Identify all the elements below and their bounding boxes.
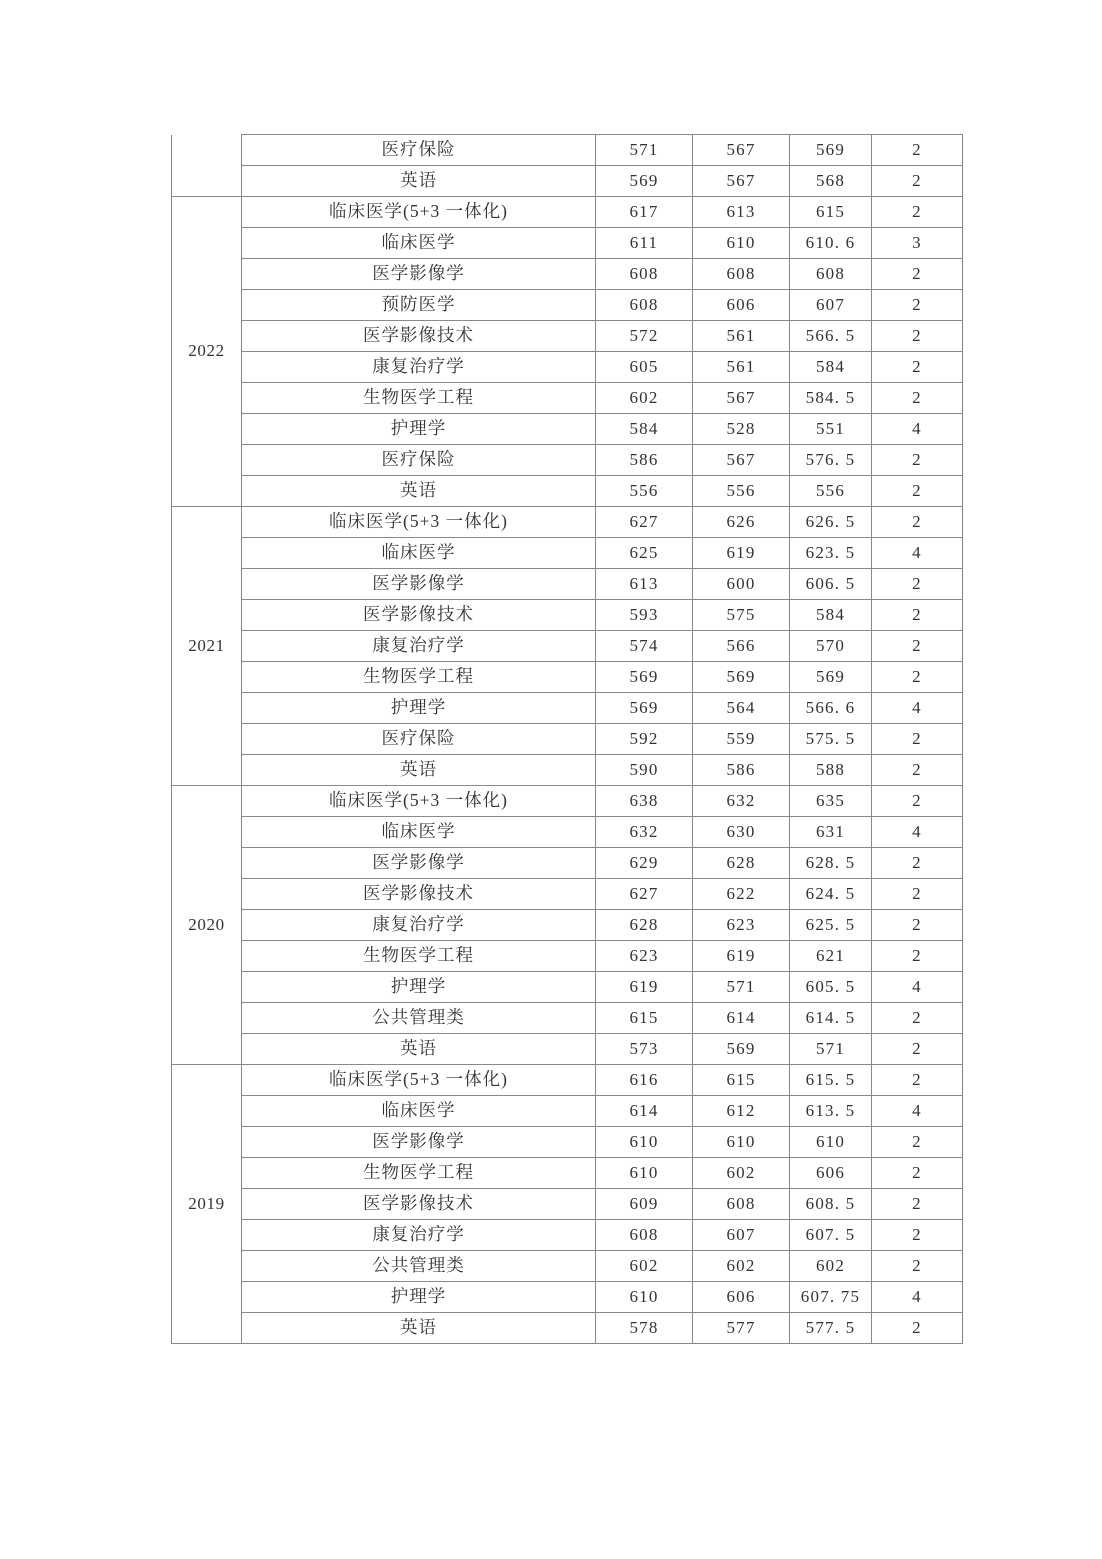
admitted-count-cell: 2 [872,1313,963,1344]
major-cell: 临床医学(5+3 一体化) [242,507,596,538]
major-cell: 医学影像学 [242,259,596,290]
major-cell: 护理学 [242,972,596,1003]
highest-score-cell: 638 [596,786,693,817]
admitted-count-cell: 2 [872,383,963,414]
average-score-cell: 613. 5 [790,1096,872,1127]
table-row [172,445,963,476]
major-cell: 医学影像学 [242,1127,596,1158]
admitted-count-cell: 3 [872,228,963,259]
highest-score-cell: 608 [596,290,693,321]
highest-score-cell: 627 [596,879,693,910]
average-score-cell: 571 [790,1034,872,1065]
major-cell: 公共管理类 [242,1251,596,1282]
average-score-cell: 624. 5 [790,879,872,910]
highest-score-cell: 602 [596,383,693,414]
average-score-cell: 623. 5 [790,538,872,569]
admitted-count-cell: 2 [872,755,963,786]
highest-score-cell: 617 [596,197,693,228]
highest-score-cell: 556 [596,476,693,507]
average-score-cell: 607. 75 [790,1282,872,1313]
table-row [172,941,963,972]
admitted-count-cell: 2 [872,476,963,507]
major-cell: 医学影像技术 [242,321,596,352]
major-cell: 医学影像学 [242,569,596,600]
table-row [172,507,963,538]
table-row [172,786,963,817]
table-body [172,135,963,1344]
lowest-score-cell: 612 [693,1096,790,1127]
table-row [172,1158,963,1189]
major-cell: 临床医学(5+3 一体化) [242,1065,596,1096]
admitted-count-cell: 2 [872,290,963,321]
major-cell: 医学影像学 [242,848,596,879]
average-score-cell: 575. 5 [790,724,872,755]
lowest-score-cell: 528 [693,414,790,445]
admitted-count-cell: 2 [872,1220,963,1251]
lowest-score-cell: 577 [693,1313,790,1344]
highest-score-cell: 610 [596,1127,693,1158]
major-cell: 生物医学工程 [242,383,596,414]
major-cell: 护理学 [242,414,596,445]
admitted-count-cell: 2 [872,662,963,693]
average-score-cell: 621 [790,941,872,972]
highest-score-cell: 571 [596,135,693,166]
lowest-score-cell: 602 [693,1158,790,1189]
table-row [172,135,963,166]
lowest-score-cell: 607 [693,1220,790,1251]
highest-score-cell: 602 [596,1251,693,1282]
admitted-count-cell: 2 [872,848,963,879]
major-cell: 英语 [242,1313,596,1344]
lowest-score-cell: 622 [693,879,790,910]
year-cell: 2019 [172,1065,242,1344]
table-row [172,1189,963,1220]
table-row [172,538,963,569]
average-score-cell: 602 [790,1251,872,1282]
highest-score-cell: 569 [596,693,693,724]
table-row [172,1127,963,1158]
highest-score-cell: 610 [596,1282,693,1313]
highest-score-cell: 623 [596,941,693,972]
admitted-count-cell: 4 [872,1282,963,1313]
admitted-count-cell: 4 [872,693,963,724]
highest-score-cell: 609 [596,1189,693,1220]
highest-score-cell: 615 [596,1003,693,1034]
table-row [172,1220,963,1251]
average-score-cell: 615 [790,197,872,228]
major-cell: 英语 [242,166,596,197]
highest-score-cell: 608 [596,259,693,290]
major-cell: 临床医学 [242,817,596,848]
major-cell: 医疗保险 [242,135,596,166]
lowest-score-cell: 561 [693,352,790,383]
table-row [172,259,963,290]
highest-score-cell: 578 [596,1313,693,1344]
average-score-cell: 615. 5 [790,1065,872,1096]
lowest-score-cell: 561 [693,321,790,352]
lowest-score-cell: 623 [693,910,790,941]
table-row [172,755,963,786]
lowest-score-cell: 586 [693,755,790,786]
lowest-score-cell: 567 [693,383,790,414]
major-cell: 护理学 [242,693,596,724]
average-score-cell: 614. 5 [790,1003,872,1034]
highest-score-cell: 569 [596,662,693,693]
admission-score-table [171,134,963,1344]
major-cell: 医学影像技术 [242,1189,596,1220]
admitted-count-cell: 4 [872,817,963,848]
average-score-cell: 635 [790,786,872,817]
admitted-count-cell: 2 [872,321,963,352]
lowest-score-cell: 610 [693,228,790,259]
table-row [172,724,963,755]
admitted-count-cell: 2 [872,1127,963,1158]
major-cell: 生物医学工程 [242,941,596,972]
admitted-count-cell: 2 [872,135,963,166]
admitted-count-cell: 2 [872,1251,963,1282]
lowest-score-cell: 619 [693,538,790,569]
year-cell: 2022 [172,197,242,507]
highest-score-cell: 574 [596,631,693,662]
lowest-score-cell: 567 [693,445,790,476]
average-score-cell: 588 [790,755,872,786]
table-row [172,290,963,321]
table-row [172,321,963,352]
major-cell: 康复治疗学 [242,352,596,383]
admitted-count-cell: 2 [872,600,963,631]
lowest-score-cell: 569 [693,1034,790,1065]
table-row [172,166,963,197]
table-row [172,1096,963,1127]
highest-score-cell: 611 [596,228,693,259]
lowest-score-cell: 615 [693,1065,790,1096]
average-score-cell: 570 [790,631,872,662]
table-row [172,476,963,507]
highest-score-cell: 586 [596,445,693,476]
lowest-score-cell: 628 [693,848,790,879]
average-score-cell: 577. 5 [790,1313,872,1344]
average-score-cell: 568 [790,166,872,197]
average-score-cell: 551 [790,414,872,445]
major-cell: 英语 [242,476,596,507]
highest-score-cell: 627 [596,507,693,538]
major-cell: 预防医学 [242,290,596,321]
lowest-score-cell: 600 [693,569,790,600]
average-score-cell: 610 [790,1127,872,1158]
table-row [172,352,963,383]
admitted-count-cell: 2 [872,724,963,755]
table-row [172,1282,963,1313]
average-score-cell: 607 [790,290,872,321]
admitted-count-cell: 4 [872,414,963,445]
average-score-cell: 566. 6 [790,693,872,724]
highest-score-cell: 610 [596,1158,693,1189]
admitted-count-cell: 2 [872,1189,963,1220]
major-cell: 英语 [242,1034,596,1065]
table-row [172,631,963,662]
average-score-cell: 610. 6 [790,228,872,259]
major-cell: 临床医学 [242,228,596,259]
major-cell: 康复治疗学 [242,910,596,941]
average-score-cell: 584 [790,352,872,383]
highest-score-cell: 572 [596,321,693,352]
table-row [172,569,963,600]
major-cell: 公共管理类 [242,1003,596,1034]
major-cell: 医疗保险 [242,445,596,476]
admitted-count-cell: 2 [872,1034,963,1065]
admitted-count-cell: 2 [872,569,963,600]
average-score-cell: 608. 5 [790,1189,872,1220]
lowest-score-cell: 610 [693,1127,790,1158]
average-score-cell: 606. 5 [790,569,872,600]
lowest-score-cell: 619 [693,941,790,972]
highest-score-cell: 619 [596,972,693,1003]
average-score-cell: 608 [790,259,872,290]
year-cell: 2021 [172,507,242,786]
major-cell: 医学影像技术 [242,600,596,631]
lowest-score-cell: 626 [693,507,790,538]
average-score-cell: 576. 5 [790,445,872,476]
admitted-count-cell: 2 [872,352,963,383]
major-cell: 临床医学 [242,538,596,569]
lowest-score-cell: 569 [693,662,790,693]
lowest-score-cell: 575 [693,600,790,631]
table-row [172,693,963,724]
table-row [172,1251,963,1282]
lowest-score-cell: 602 [693,1251,790,1282]
table-row [172,383,963,414]
lowest-score-cell: 606 [693,290,790,321]
highest-score-cell: 613 [596,569,693,600]
highest-score-cell: 629 [596,848,693,879]
table-row [172,910,963,941]
lowest-score-cell: 567 [693,135,790,166]
highest-score-cell: 628 [596,910,693,941]
admitted-count-cell: 4 [872,538,963,569]
major-cell: 康复治疗学 [242,1220,596,1251]
table-row [172,1034,963,1065]
table-row [172,1003,963,1034]
lowest-score-cell: 613 [693,197,790,228]
admitted-count-cell: 2 [872,879,963,910]
lowest-score-cell: 630 [693,817,790,848]
admitted-count-cell: 2 [872,1003,963,1034]
average-score-cell: 556 [790,476,872,507]
highest-score-cell: 573 [596,1034,693,1065]
highest-score-cell: 608 [596,1220,693,1251]
year-cell: 2020 [172,786,242,1065]
major-cell: 护理学 [242,1282,596,1313]
table-row [172,662,963,693]
lowest-score-cell: 566 [693,631,790,662]
lowest-score-cell: 606 [693,1282,790,1313]
average-score-cell: 628. 5 [790,848,872,879]
admitted-count-cell: 2 [872,445,963,476]
major-cell: 生物医学工程 [242,662,596,693]
average-score-cell: 625. 5 [790,910,872,941]
major-cell: 临床医学(5+3 一体化) [242,786,596,817]
major-cell: 生物医学工程 [242,1158,596,1189]
lowest-score-cell: 608 [693,1189,790,1220]
major-cell: 临床医学(5+3 一体化) [242,197,596,228]
average-score-cell: 569 [790,135,872,166]
average-score-cell: 569 [790,662,872,693]
table-row [172,1065,963,1096]
average-score-cell: 584. 5 [790,383,872,414]
highest-score-cell: 605 [596,352,693,383]
lowest-score-cell: 559 [693,724,790,755]
highest-score-cell: 616 [596,1065,693,1096]
highest-score-cell: 632 [596,817,693,848]
average-score-cell: 631 [790,817,872,848]
major-cell: 医疗保险 [242,724,596,755]
major-cell: 医学影像技术 [242,879,596,910]
table-row [172,600,963,631]
lowest-score-cell: 608 [693,259,790,290]
highest-score-cell: 592 [596,724,693,755]
highest-score-cell: 593 [596,600,693,631]
table-row [172,817,963,848]
admitted-count-cell: 2 [872,197,963,228]
admitted-count-cell: 2 [872,507,963,538]
admitted-count-cell: 4 [872,1096,963,1127]
admitted-count-cell: 2 [872,1158,963,1189]
table-row [172,1313,963,1344]
average-score-cell: 606 [790,1158,872,1189]
average-score-cell: 566. 5 [790,321,872,352]
lowest-score-cell: 564 [693,693,790,724]
admitted-count-cell: 2 [872,259,963,290]
table-row [172,228,963,259]
admitted-count-cell: 2 [872,631,963,662]
major-cell: 康复治疗学 [242,631,596,662]
admitted-count-cell: 2 [872,941,963,972]
major-cell: 英语 [242,755,596,786]
highest-score-cell: 625 [596,538,693,569]
table-row [172,414,963,445]
lowest-score-cell: 556 [693,476,790,507]
highest-score-cell: 569 [596,166,693,197]
highest-score-cell: 614 [596,1096,693,1127]
major-cell: 临床医学 [242,1096,596,1127]
average-score-cell: 584 [790,600,872,631]
year-cell [172,135,242,197]
lowest-score-cell: 632 [693,786,790,817]
admitted-count-cell: 2 [872,1065,963,1096]
table-row [172,972,963,1003]
table-row [172,197,963,228]
admitted-count-cell: 2 [872,166,963,197]
average-score-cell: 607. 5 [790,1220,872,1251]
lowest-score-cell: 614 [693,1003,790,1034]
admitted-count-cell: 4 [872,972,963,1003]
admitted-count-cell: 2 [872,910,963,941]
lowest-score-cell: 567 [693,166,790,197]
highest-score-cell: 590 [596,755,693,786]
table-row [172,848,963,879]
table-row [172,879,963,910]
admitted-count-cell: 2 [872,786,963,817]
average-score-cell: 626. 5 [790,507,872,538]
average-score-cell: 605. 5 [790,972,872,1003]
highest-score-cell: 584 [596,414,693,445]
lowest-score-cell: 571 [693,972,790,1003]
